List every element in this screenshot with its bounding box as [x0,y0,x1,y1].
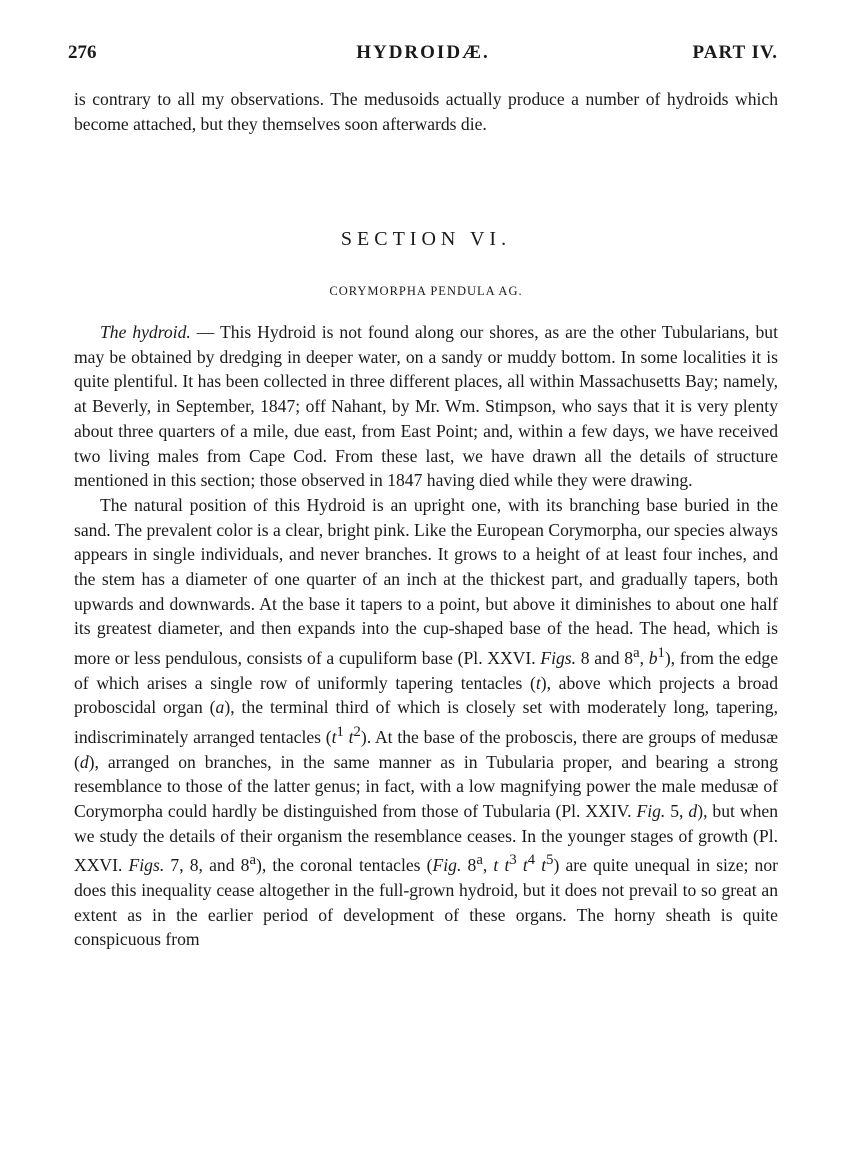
running-header [68,42,778,68]
intro-paragraph [74,87,778,136]
superscript: a [249,852,256,869]
text-run-italic: Fig. [636,801,666,822]
text-run-italic: t [522,855,528,876]
text-run: ), arranged on branches, in the same manner as in Tubularia proper, and bearing a strong resemblance to those of the latter genus; in fact, with a low magnifying power the male medusæ of Corymorpha could hardly be distinguished from those of Tubularia (Pl. XXIV. [74,751,778,822]
paragraph-lead: The hydroid. [100,322,191,342]
text-run: 8 [461,855,477,876]
text-run-italic: t t [493,855,510,876]
text-run-italic: t [535,672,541,693]
intro-text: is contrary to all my observations. The medusoids actually produce a number of hydroids which become attached, but they themselves soon afterwards die. [74,89,778,134]
superscript: a [476,852,483,869]
text-run-italic: t [331,726,337,747]
paragraph-text: — This Hydroid is not found along our shores, as are the other Tubularians, but may be obtained by dredging in deeper water, on a sandy or muddy bottom. In some localities it is quite plentiful. It has been collected in three different places, all within Massachusetts Bay; namely, at Beverly, in September, 1847; off Nahant, by Mr. Wm. Stimpson, who says that it is very plenty about three quarters of a mile, due east, from East Point; and, within a few days, we have received two living males from Cape Cod. From these last, we have drawn all the details of structure mentioned in this section; those observed in 1847 having died while they were drawing. [74,322,778,491]
text-run: ), from the edge of which arises a single row of uniformly tapering tentacles ( [74,648,779,693]
text-run-italic: d [688,801,698,822]
text-run-italic: t [541,855,547,876]
species-heading: CORYMORPHA PENDULA AG. [329,284,523,298]
text-run-italic: Figs. [128,855,165,876]
text-run-italic: t [348,726,354,747]
text-run-italic: d [79,751,89,772]
text-run: 8 and 8 [576,648,634,668]
text-run: 7, 8, and 8 [164,855,250,876]
section-heading: SECTION VI. [340,228,512,250]
body-text [74,320,778,952]
text-run: ), above which projects a broad proboscidal organ ( [74,672,778,718]
running-title: HYDROIDÆ. [356,42,490,63]
text-run-italic: Fig. [432,855,462,876]
text-run: ) are quite unequal in size; nor does this inequality cease altogether in the full-grown hydroid, but it does not prevail to so great an extent as in the earlier period of development of these organs. The horny sheath is quite conspicuous from [74,855,779,950]
text-run: The natural position of this Hydroid is an upright one, with its branching base buried in the sand. The prevalent color is a clear, bright pink. Like the European Corymorpha, our species always appears in single individuals, and never branches. It grows to a height of at least four inches, and the stem has a diameter of one quarter of an inch at the thickest part, and gradually tapers, both upwards and downwards. At the base it tapers to a point, but above it diminishes to about one half its greatest diameter, and then expands into the cup-shaped base of the head. The head, which is more or less pendulous, consists of a cupuliform base (Pl. XXVI. [74,494,778,668]
text-run-italic: Figs. [540,648,577,668]
text-run-italic: b [648,648,658,668]
superscript: 4 [527,852,536,869]
page-number: 276 [68,42,97,63]
part-label: PART IV. [692,42,778,63]
superscript: 3 [509,852,517,869]
superscript: 1 [336,724,344,741]
superscript: a [633,645,640,662]
superscript: 2 [353,724,361,741]
text-run: ), but when we study the details of their organism the resemblance ceases. In the younger stages of growth (Pl. XXVI. [74,801,778,876]
superscript: 1 [657,645,665,662]
text-run: ), the terminal third of which is closely set with moderately long, tapering, indiscriminately arranged tentacles ( [74,697,778,747]
text-run-italic: a [215,697,225,718]
text-run: , [639,648,649,668]
text-run: , [482,855,494,876]
text-run: ), the coronal tentacles ( [255,855,433,876]
superscript: 5 [546,852,554,869]
paragraph-natural-position [74,493,778,952]
text-run: ). At the base of the proboscis, there are groups of medusæ ( [74,726,778,772]
paragraph-hydroid [74,320,778,493]
text-run: 5, [665,801,689,822]
